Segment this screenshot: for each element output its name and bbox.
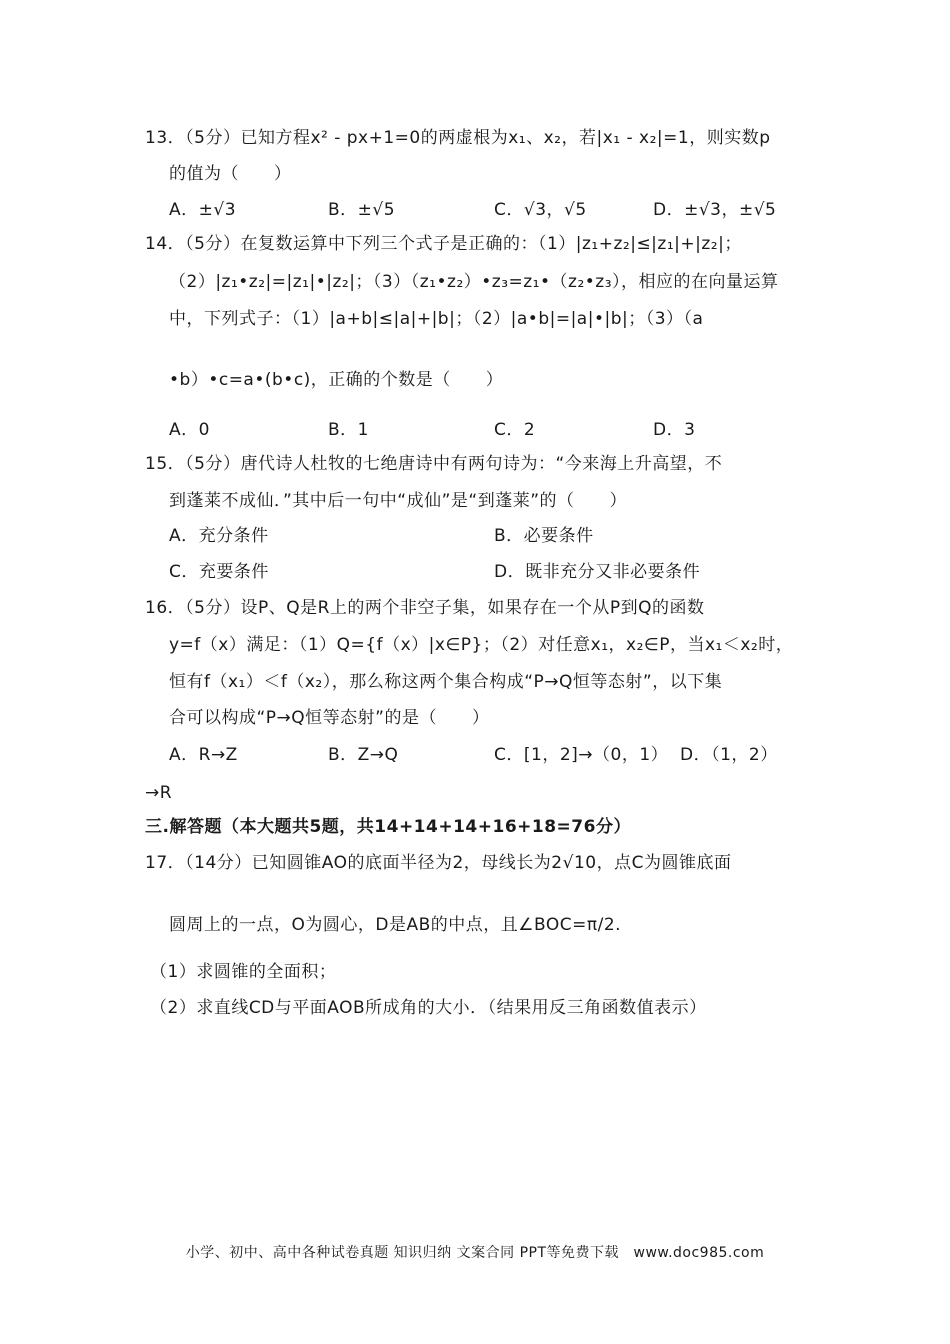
q15-option-c: C．充要条件 bbox=[169, 562, 269, 582]
page-footer: 小学、初中、高中各种试卷真题 知识归纳 文案合同 PPT等免费下载 www.doc985.com bbox=[185, 1245, 765, 1261]
q16-stem-line4: 合可以构成“P→Q恒等态射”的是（ ） bbox=[169, 708, 490, 728]
q15-stem-line1: 15．（5分）唐代诗人杜牧的七绝唐诗中有两句诗为：“今来海上升高望，不 bbox=[145, 454, 723, 474]
q15-option-d: D．既非充分又非必要条件 bbox=[494, 562, 701, 582]
q16-stem-line3: 恒有f（x₁）＜f（x₂），那么称这两个集合构成“P→Q恒等态射”，以下集 bbox=[169, 672, 723, 692]
q15-option-a: A．充分条件 bbox=[169, 526, 269, 546]
q16-stem-line2: y=f（x）满足：（1）Q={f（x）|x∈P}；（2）对任意x₁，x₂∈P，当x₁＜x₂时， bbox=[169, 635, 794, 655]
q16-stem-line1: 16．（5分）设P、Q是R上的两个非空子集，如果存在一个从P到Q的函数 bbox=[145, 598, 705, 618]
q17-part1: （1）求圆锥的全面积； bbox=[150, 962, 337, 982]
q14-option-b: B．1 bbox=[328, 420, 369, 440]
q14-option-d: D．3 bbox=[653, 420, 696, 440]
q15-stem-line2: 到蓬莱不成仙．”其中后一句中“成仙”是“到蓬莱”的（ ） bbox=[169, 491, 628, 511]
section-heading: 三.解答题（本大题共5题，共14+14+14+16+18=76分） bbox=[145, 817, 631, 837]
q14-stem-line1: 14．（5分）在复数运算中下列三个式子是正确的：（1）|z₁+z₂|≤|z₁|+|z₂|； bbox=[145, 234, 742, 254]
q15-option-b: B．必要条件 bbox=[494, 526, 594, 546]
q16-option-d-continued: →R bbox=[145, 783, 173, 803]
q14-stem-line2: （2）|z₁•z₂|=|z₁|•|z₂|；（3）（z₁•z₂）•z₃=z₁•（z₂•z₃），相应的在向量运算 bbox=[169, 272, 779, 292]
q13-option-a: A．±√3 bbox=[169, 200, 237, 220]
q14-stem-line4: •b）•c=a•(b•c)，正确的个数是（ ） bbox=[169, 370, 504, 390]
q13-option-b: B．±√5 bbox=[328, 200, 396, 220]
q13-stem-line2: 的值为（ ） bbox=[169, 164, 292, 184]
q13-option-d: D．±√3，±√5 bbox=[653, 200, 777, 220]
q14-option-c: C．2 bbox=[494, 420, 536, 440]
q13-option-c: C．√3，√5 bbox=[494, 200, 587, 220]
q16-option-a: A．R→Z bbox=[169, 745, 238, 765]
q16-option-c: C．[1，2]→（0，1） bbox=[494, 745, 669, 765]
q16-option-d: D．（1，2） bbox=[680, 745, 778, 765]
q14-option-a: A．0 bbox=[169, 420, 210, 440]
q13-stem-line1: 13．（5分）已知方程x² - px+1=0的两虚根为x₁、x₂，若|x₁ - x₂|=1，则实数p bbox=[145, 128, 771, 148]
q17-stem-line2: 圆周上的一点，O为圆心，D是AB的中点，且∠BOC=π/2. bbox=[169, 915, 622, 935]
q17-stem-line1: 17．（14分）已知圆锥AO的底面半径为2，母线长为2√10，点C为圆锥底面 bbox=[145, 853, 732, 873]
q17-part2: （2）求直线CD与平面AOB所成角的大小．（结果用反三角函数值表示） bbox=[150, 998, 707, 1018]
q14-stem-line3: 中，下列式子：（1）|a+b|≤|a|+|b|；（2）|a•b|=|a|•|b|；（3）（a bbox=[169, 309, 704, 329]
q16-option-b: B．Z→Q bbox=[328, 745, 399, 765]
